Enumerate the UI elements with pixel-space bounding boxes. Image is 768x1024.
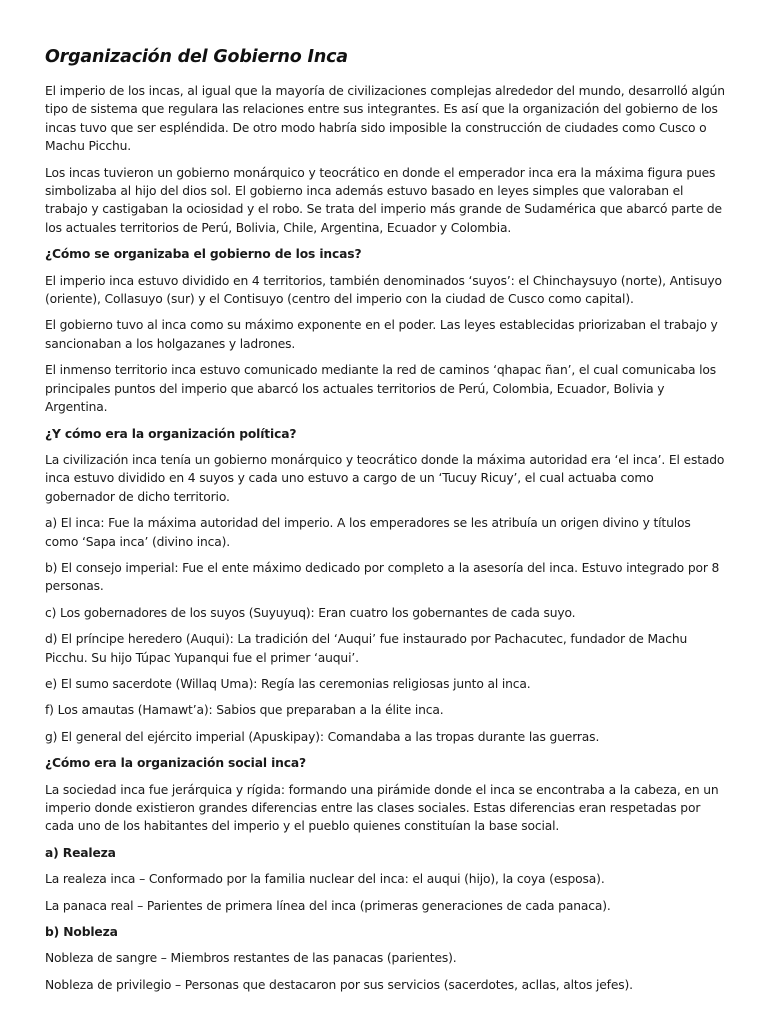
section-heading: b) Nobleza xyxy=(45,925,118,940)
body-paragraph: e) El sumo sacerdote (Willaq Uma): Regía las ceremonias religiosas junto al inca. xyxy=(45,676,531,691)
body-paragraph: b) El consejo imperial: Fue el ente máximo dedicado por completo a la asesoría del inca. Estuvo integrado por 8 personas. xyxy=(45,560,720,594)
body-paragraph: El imperio inca estuvo dividido en 4 territorios, también denominados ‘suyos’: el Chinchaysuyo (norte), Antisuyo (oriente), Collasuyo (sur) y el Contisuyo (centro del imperio con la ciudad de Cusco como capital). xyxy=(45,273,722,307)
section-heading: ¿Cómo se organizaba el gobierno de los incas? xyxy=(45,247,362,262)
document-title: Organización del Gobierno Inca xyxy=(45,47,348,67)
section-heading: ¿Y cómo era la organización política? xyxy=(45,426,297,441)
body-paragraph: El gobierno tuvo al inca como su máximo exponente en el poder. Las leyes establecidas priorizaban el trabajo y sancionaban a los holgazanes y ladrones. xyxy=(45,318,718,351)
body-paragraph: La realeza inca – Conformado por la familia nuclear del inca: el auqui (hijo), la coya (esposa). xyxy=(45,872,605,887)
body-paragraph: El imperio de los incas, al igual que la mayoría de civilizaciones complejas alrededor del mundo, desarrolló algún tipo de sistema que regulara las relaciones entre sus integrantes. Es así que la organización del gobierno de los incas tuvo que ser espléndida. De otro modo habría sido imposible la construcción de ciudades como Cusco o Machu Picchu. xyxy=(45,84,725,154)
body-paragraph: La sociedad inca fue jerárquica y rígida: formando una pirámide donde el inca se encontraba a la cabeza, en un imperio donde existieron grandes diferencias entre las clases sociales. Estas diferencias eran respetadas por cada uno de los habitantes del imperio y el pueblo quienes constituían la base social. xyxy=(45,782,719,834)
body-paragraph: Nobleza de privilegio – Personas que destacaron por sus servicios (sacerdotes, acllas, altos jefes). xyxy=(45,977,633,992)
body-paragraph: Nobleza de sangre – Miembros restantes de las panacas (parientes). xyxy=(45,951,457,966)
section-heading: a) Realeza xyxy=(45,845,116,860)
body-paragraph: a) El inca: Fue la máxima autoridad del imperio. A los emperadores se les atribuía un origen divino y títulos como ‘Sapa inca’ (divino inca). xyxy=(45,516,691,549)
document-body xyxy=(45,82,725,994)
body-paragraph: Los incas tuvieron un gobierno monárquico y teocrático en donde el emperador inca era la máxima figura pues simbolizaba al hijo del dios sol. El gobierno inca además estuvo basado en leyes simples que valoraban el trabajo y castigaban la ociosidad y el robo. Se trata del imperio más grande de Sudamérica que abarcó parte de los actuales territorios de Perú, Bolivia, Chile, Argentina, Ecuador y Colombia. xyxy=(45,165,722,235)
body-paragraph: f) Los amautas (Hamawt’a): Sabios que preparaban a la élite inca. xyxy=(45,703,444,718)
body-paragraph: d) El príncipe heredero (Auqui): La tradición del ‘Auqui’ fue instaurado por Pachacutec, fundador de Machu Picchu. Su hijo Túpac Yupanqui fue el primer ‘auqui’. xyxy=(45,632,688,665)
body-paragraph: La panaca real – Parientes de primera línea del inca (primeras generaciones de cada panaca). xyxy=(45,898,611,913)
section-heading: ¿Cómo era la organización social inca? xyxy=(45,756,307,771)
body-paragraph: La civilización inca tenía un gobierno monárquico y teocrático donde la máxima autoridad era ‘el inca’. El estado inca estuvo dividido en 4 suyos y cada uno estuvo a cargo de un ‘Tucuy Ricuy’, el cual actuaba como gobernador de dicho territorio. xyxy=(45,452,725,504)
body-paragraph: El inmenso territorio inca estuvo comunicado mediante la red de caminos ‘qhapac ñan’, el cual comunicaba los principales puntos del imperio que abarcó los actuales territorios de Perú, Colombia, Ecuador, Bolivia y Argentina. xyxy=(45,363,717,415)
document-page xyxy=(45,46,725,1002)
body-paragraph: g) El general del ejército imperial (Apuskipay): Comandaba a las tropas durante las guerras. xyxy=(45,729,600,744)
body-paragraph: c) Los gobernadores de los suyos (Suyuyuq): Eran cuatro los gobernantes de cada suyo. xyxy=(45,605,576,620)
